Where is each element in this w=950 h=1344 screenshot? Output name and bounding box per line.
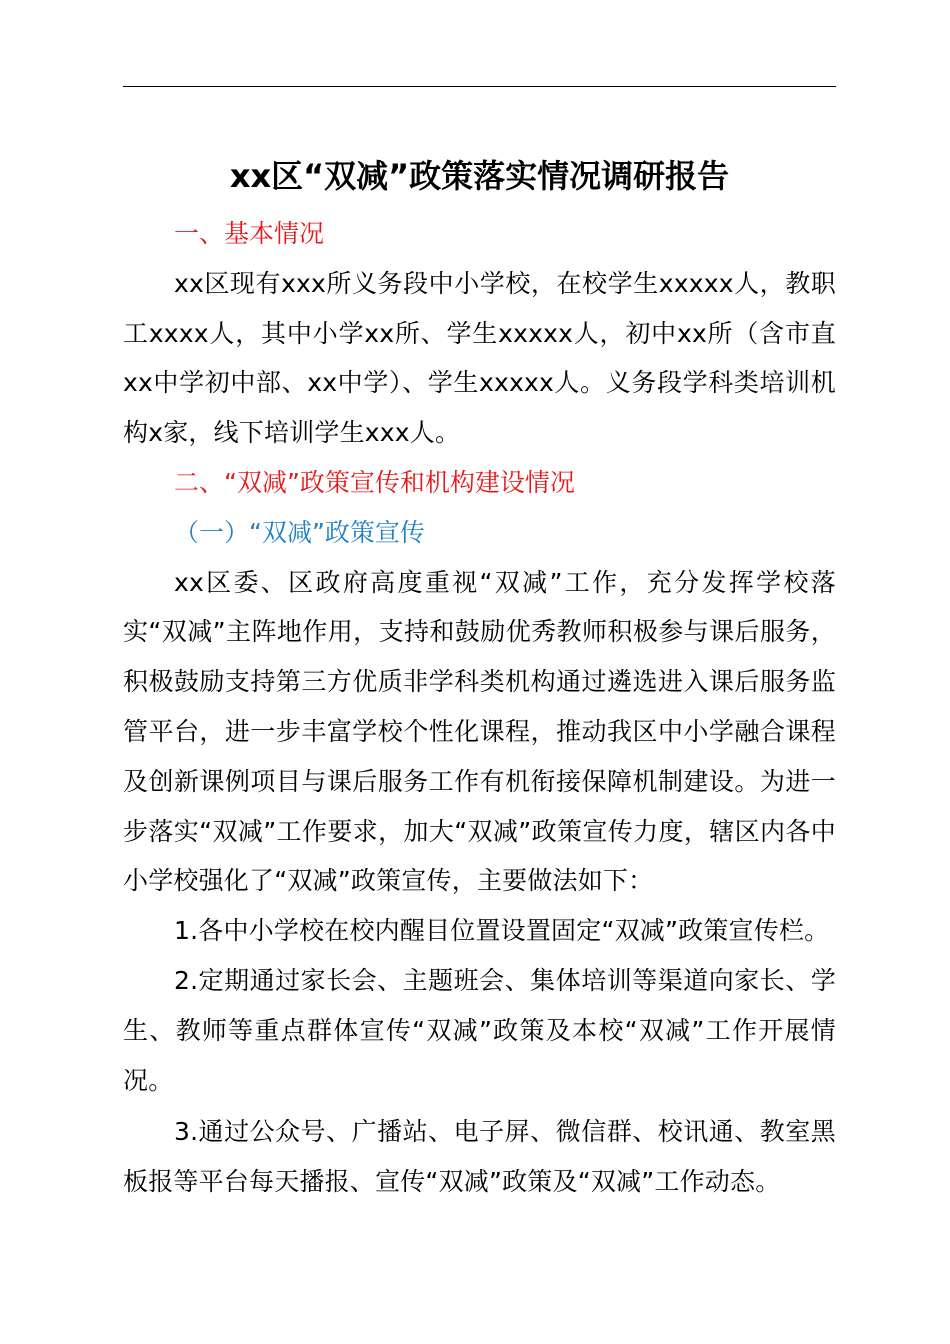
list-item-publicity-1: 1.各中小学校在校内醒目位置设置固定“双减”政策宣传栏。: [174, 916, 830, 946]
header-rule: [123, 86, 836, 87]
list-item-publicity-2: 2.定期通过家长会、主题班会、集体培训等渠道向家长、学生、教师等重点群体宣传“双减”政策及本校“双减”工作开展情况。: [123, 965, 836, 1095]
section-heading-policy-publicity: 二、“双减”政策宣传和机构建设情况: [174, 467, 575, 497]
list-item-publicity-3: 3.通过公众号、广播站、电子屏、微信群、校讯通、教室黑板报等平台每天播报、宣传“双减”政策及“双减”工作动态。: [123, 1117, 836, 1197]
subsection-heading-policy-publicity: （一）“双减”政策宣传: [174, 517, 425, 547]
paragraph-policy-publicity: xx区委、区政府高度重视“双减”工作，充分发挥学校落实“双减”主阵地作用，支持和鼓励优秀教师积极参与课后服务，积极鼓励支持第三方优质非学科类机构通过遴选进入课后服务监管平台，进一步丰富学校个性化课程，推动我区中小学融合课程及创新课例项目与课后服务工作有机衔接保障机制建设。为进一步落实“双减”工作要求，加大“双减”政策宣传力度，辖区内各中小学校强化了“双减”政策宣传，主要做法如下：: [123, 567, 836, 896]
document-body: [123, 143, 836, 1207]
paragraph-basic-situation: xx区现有xxx所义务段中小学校，在校学生xxxxx人，教职工xxxx人，其中小学xx所、学生xxxxx人，初中xx所（含市直xx中学初中部、xx中学）、学生xxxxx人。义务段学科类培训机构x家，线下培训学生xxx人。: [123, 268, 836, 448]
section-heading-basic-situation: 一、基本情况: [174, 219, 325, 248]
document-title: xx区“双减”政策落实情况调研报告: [229, 157, 730, 195]
